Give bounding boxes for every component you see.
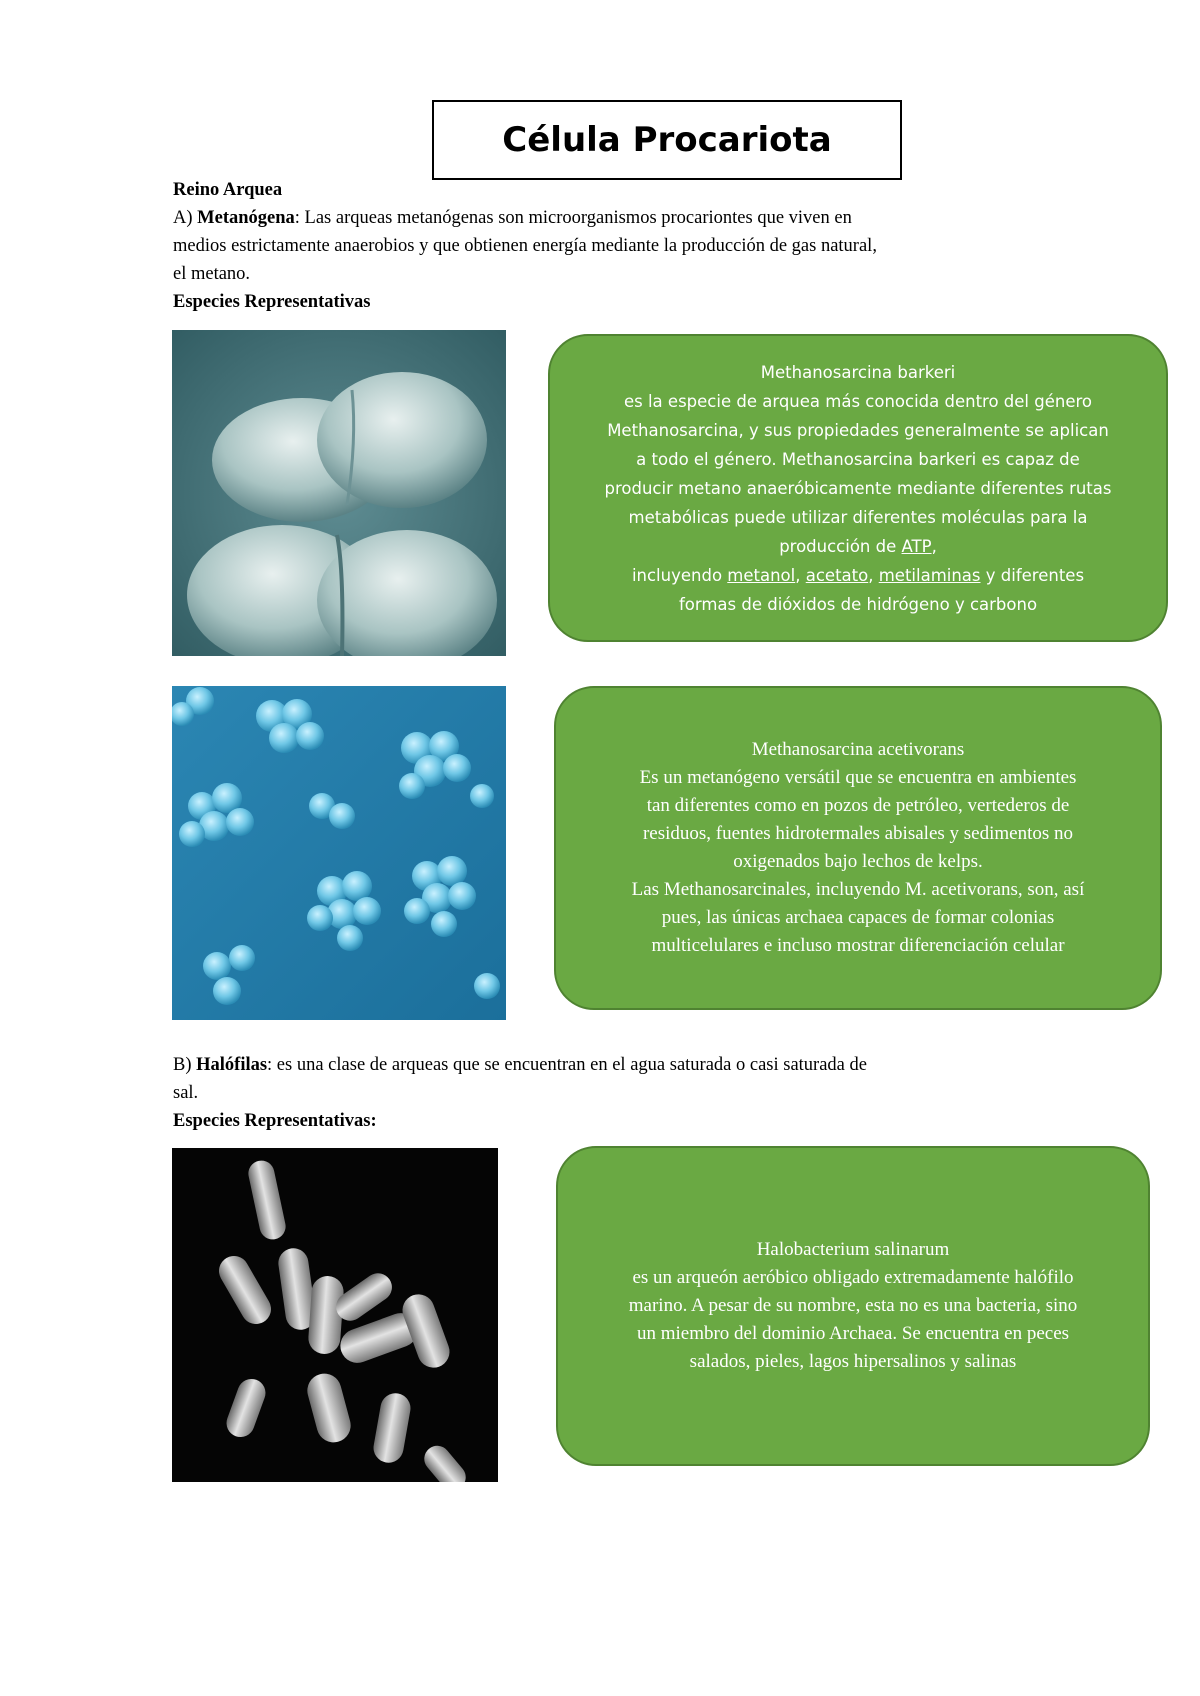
card-text-line: a todo el género. Methanosarcina barkeri es capaz de: [636, 449, 1080, 469]
methanosarcina-barkeri-photo: [172, 330, 506, 656]
term-metanogena: Metanógena: [197, 208, 295, 228]
link-metilaminas[interactable]: metilaminas: [878, 565, 981, 585]
card-text-line: es un arqueón aeróbico obligado extremadamente halófilo: [632, 1267, 1074, 1288]
species-name: Methanosarcina barkeri: [760, 362, 956, 382]
definition-line: el metano.: [173, 264, 251, 284]
card-text-line: es la especie de arquea más conocida dentro del género: [623, 391, 1093, 411]
title-box: [432, 100, 902, 180]
definition-line: medios estrictamente anaerobios y que obtienen energía mediante la producción de gas natural,: [173, 236, 877, 256]
section-b-definition: B) Halófilas: es una clase de arqueas que se encuentran en el agua saturada o casi saturada de: [173, 1055, 867, 1075]
card-text-line: residuos, fuentes hidrotermales abisales y sedimentos no: [642, 823, 1074, 844]
species-name: Methanosarcina acetivorans: [751, 739, 965, 760]
card-text-line: oxigenados bajo lechos de kelps.: [733, 851, 983, 872]
card-text-line: salados, pieles, lagos hipersalinos y salinas: [689, 1351, 1017, 1372]
definition-line: sal.: [173, 1083, 199, 1103]
card-text-line: tan diferentes como en pozos de petróleo, vertederos de: [646, 795, 1070, 816]
link-acetato[interactable]: acetato: [805, 565, 869, 585]
card-text-line: producir metano anaeróbicamente mediante diferentes rutas: [604, 478, 1112, 498]
link-metanol[interactable]: metanol: [727, 565, 796, 585]
species-heading-b: Especies Representativas:: [173, 1111, 377, 1131]
link-atp[interactable]: ATP: [901, 536, 932, 556]
card-text-line: pues, las únicas archaea capaces de formar colonias: [661, 907, 1055, 928]
section-a-text: [173, 176, 1053, 316]
card-methanosarcina-acetivorans: [554, 686, 1162, 1010]
kingdom-heading: Reino Arquea: [173, 180, 283, 200]
card-text-line: producción de ATP,: [779, 536, 937, 556]
methanosarcina-acetivorans-photo: [172, 686, 506, 1020]
card-text-line: Las Methanosarcinales, incluyendo M. acetivorans, son, así: [631, 879, 1085, 900]
section-a-definition: A) Metanógena: Las arqueas metanógenas son microorganismos procariontes que viven en: [173, 208, 852, 228]
card-text-line: metabólicas puede utilizar diferentes moléculas para la: [628, 507, 1088, 527]
species-name: Halobacterium salinarum: [756, 1239, 950, 1260]
term-halofilas: Halófilas: [196, 1055, 268, 1075]
page-title: Célula Procariota: [502, 120, 832, 160]
card-text-line: incluyendo metanol, acetato, metilaminas y diferentes: [631, 565, 1085, 585]
card-text-line: formas de dióxidos de hidrógeno y carbono: [678, 594, 1038, 614]
section-b-text: [173, 1051, 1053, 1135]
card-text-line: Es un metanógeno versátil que se encuentra en ambientes: [639, 767, 1077, 788]
card-halobacterium-salinarum: [556, 1146, 1150, 1466]
card-text-line: marino. A pesar de su nombre, esta no es una bacteria, sino: [628, 1295, 1078, 1316]
species-heading-a: Especies Representativas: [173, 292, 371, 312]
halobacterium-salinarum-photo: [172, 1148, 498, 1482]
card-text-line: Methanosarcina, y sus propiedades generalmente se aplican: [607, 420, 1109, 440]
card-text-line: un miembro del dominio Archaea. Se encuentra en peces: [636, 1323, 1070, 1344]
card-text-line: multicelulares e incluso mostrar diferenciación celular: [651, 935, 1065, 956]
card-methanosarcina-barkeri: [548, 334, 1168, 642]
